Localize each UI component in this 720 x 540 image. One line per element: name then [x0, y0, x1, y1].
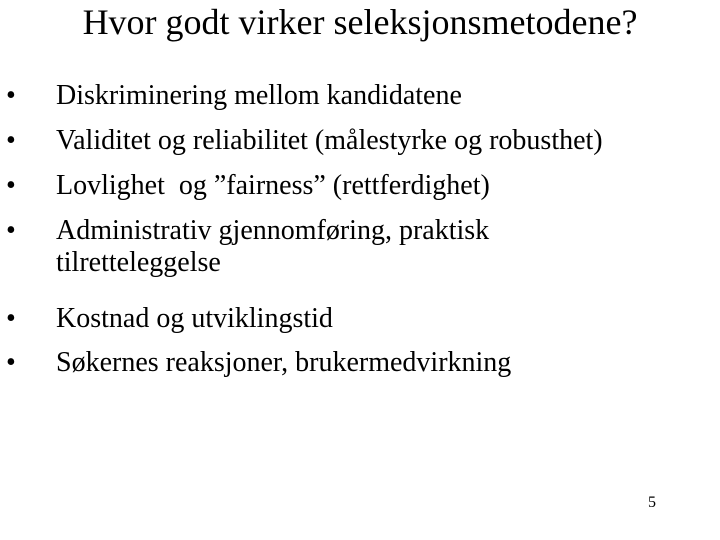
bullet-icon: • [6, 347, 16, 378]
bullet-text: Validitet og reliabilitet (målestyrke og robusthet) [56, 125, 603, 156]
bullet-icon: • [6, 80, 16, 111]
bullet-text: Administrativ gjennomføring, praktisk tilretteleggelse [56, 215, 490, 278]
bullet-text: Søkernes reaksjoner, brukermedvirkning [56, 347, 512, 378]
bullet-icon: • [6, 125, 16, 156]
page-number: 5 [648, 494, 656, 511]
bullet-text: Lovlighet og ”fairness” (rettferdighet) [56, 170, 490, 201]
bullet-icon: • [6, 215, 16, 246]
bullet-text: Kostnad og utviklingstid [56, 303, 333, 334]
bullet-icon: • [6, 303, 16, 334]
slide-title: Hvor godt virker seleksjonsmetodene? [82, 2, 638, 42]
bullet-icon: • [6, 170, 16, 201]
bullet-text: Diskriminering mellom kandidatene [56, 80, 462, 111]
